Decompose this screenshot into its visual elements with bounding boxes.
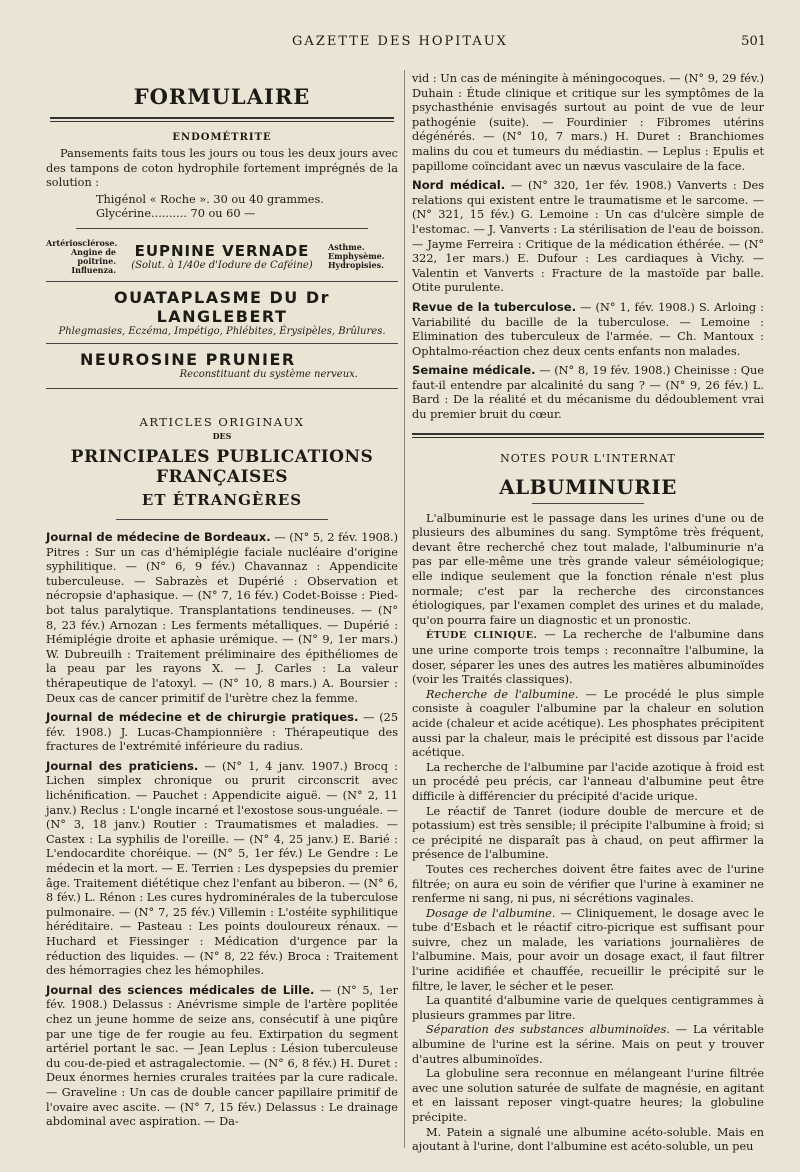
right-column [412, 72, 764, 1152]
entry-nord [412, 178, 764, 296]
continued-text: vid : Un cas de méningite à méningocoques. — (N° 9, 29 fév.) Duhain : Étude clinique et critique sur les symptômes de la psychasthénie envisagés surtout au point de vue de leur pathogénie (suite). — Fourdinier : Fibromes utérins dégénérés. — (N° 10, 7 mars.) H. Duret : Branchiomes malins du cou et tumeurs du médiastin. — Leplus : Epulis et papillome coïncidant avec un nævus vasculaire de la face. [412, 72, 764, 173]
double-rule [50, 117, 394, 122]
entry-text: — (N° 320, 1er fév. 1908.) Vanverts : Des relations qui existent entre le traumatisme et le sarcome. — (N° 321, 15 fév.) G. Lemoine : Un cas d'ulcère simple de l'estomac. — J. Vanverts : La stérilisation de l'eau de boisson. — Jayme Ferreira : Critique de la médication éthérée. — (N° 322, 1er mars.) E. Dufour : Les cardiaques à Vichy. — Valentin et Vanverts : Fracture de la mastoïde par balle. Otite purulente. [412, 179, 765, 295]
entry-lille [46, 983, 398, 1130]
entry-text: — (25 fév. 1908.) J. Lucas-Championnière : Thérapeutique des fractures de l'extrémité inférieure du radius. [46, 711, 399, 754]
ad-eupnine-brand: EUPNINE VERNADE [134, 242, 310, 261]
ad-eupnine [46, 239, 398, 275]
paragraph-text: — Le procédé le plus simple consiste à coaguler l'albumine par la chaleur en solution acide (chaleur et acide acétique). Les phosphates précipitent aussi par la chaleur, mais le précipité est dissous par l'acide acétique. [412, 687, 765, 760]
left-column [46, 72, 398, 1152]
ad-ouataplasme-brand: OUATAPLASME DU Dr LANGLEBERT [113, 287, 331, 326]
entry-title: Revue de la tuberculose. [412, 299, 577, 314]
entry-text: — (N° 5, 2 fév. 1908.) Pitres : Sur un cas d'hémiplégie faciale nucléaire d'origine syphilitique. — (N° 6, 9 fév.) Chavannaz : Appendicite tuberculeuse. — Sabrazès et Dupérié : Observation et nécropsie d'aphasique. — (N° 7, 16 fév.) Codet-Boisse : Pied-bot talus paralytique. Transplantations tendineuses. — (N° 8, 23 fév.) Arnozan : Les ferments métalliques. — Dupérié : Hémiplégie droite et aphasie urémique. — (N° 9, 1er mars.) W. Dubreuilh : Traitement préliminaire des épithéliomes de la peau par les rayons X. — J. Carles : La valeur thérapeutique de l'atoxyl. — (N° 10, 8 mars.) A. Boursier : Deux cas de cancer primitif de l'urètre chez la femme. [46, 530, 399, 705]
paragraph: Toutes ces recherches doivent être faites avec de l'urine filtrée; on aura eu soin de vérifier que l'urine à examiner ne renferme ni sang, ni pus, ni sécrétions vaginales. [412, 862, 764, 906]
ad-ouataplasme [46, 288, 398, 337]
articles-des: DES [212, 430, 232, 441]
paragraph: La recherche de l'albumine par l'acide azotique à froid est un procédé peu précis, car l'anneau d'albumine peut être difficile à différencier du précipité d'acide urique. [412, 760, 764, 803]
formula-line-2: Glycérine.......... 70 ou 60 — [96, 207, 256, 221]
ad-neurosine-sub: Reconstituant du système nerveux. [179, 368, 358, 380]
entry-title: Journal des sciences médicales de Lille. [46, 982, 315, 997]
rule [46, 281, 398, 282]
entry-title: Journal de médecine de Bordeaux. [46, 529, 271, 544]
running-head [0, 34, 800, 54]
entry-chirurgie [46, 710, 398, 755]
entry-title: Journal de médecine et de chirurgie pratiques. [46, 710, 359, 725]
paragraph: L'albuminurie est le passage dans les urines d'une ou de plusieurs des albumines du sang. Symptôme très fréquent, devant être recherché chez tout malade, l'albuminurie n'a pas par elle-même une très grande valeur séméiologique; elle indique seulement que la fonction rénale n'est plus normale; c'est par la recherche des circonstances étiologiques, par l'examen complet des urines et du malade, qu'on pourra faire un diagnostic et un pronostic. [412, 511, 764, 627]
paragraph [412, 1023, 764, 1067]
rule [116, 519, 328, 520]
entry-text: — (N° 1, 4 janv. 1907.) Brocq : Lichen simplex chronique ou prurit circonscrit avec lichénification. — Pauchet : Appendicite aiguë. — (N° 2, 11 janv.) Reclus : L'ongle incarné et l'exostose sous-unguéale. — (N° 3, 18 janv.) Routier : Traumatismes et maladies. — Castex : La syphilis de l'oreille. — (N° 4, 25 janv.) E. Barié : L'endocardite choréique. — (N° 5, 1er fév.) Le Gendre : Le médecin et la mort. — E. Terrien : Les dyspepsies du premier âge. Traitement diététique chez l'enfant au biberon. — (N° 6, 8 fév.) L. Rénon : Les cures hydrominérales de la tuberculose pulmonaire. — (N° 7, 25 fév.) Villemin : L'ostéite syphilitique héréditaire. — Pasteau : Les points douloureux rénaux. — Huchard et Fiessinger : Médication d'urgence par la réduction des liquides. — (N° 8, 22 fév.) Broca : Traitement des hémorragies chez les hémophiles. [46, 759, 398, 978]
entry-tuberculose [412, 300, 764, 359]
publications-heading: PRINCIPALES PUBLICATIONS FRANÇAISES [70, 446, 374, 487]
paragraph-lead: Recherche de l'albumine. [426, 687, 579, 701]
articles-heading: ARTICLES ORIGINAUX [139, 414, 305, 429]
entry-title: Semaine médicale. [412, 363, 536, 378]
formula-line-1: Thigénol « Roche ». 30 ou 40 grammes. [96, 192, 324, 206]
entry-text: — (N° 5, 1er fév. 1908.) Delassus : Anévrisme simple de l'artère poplitée chez un jeune homme de seize ans, consécutif à une piqûre par une tige de fer rougie au feu. Extirpation du segment artériel portant le sac. — Jean Leplus : Lésion tuberculeuse du cou-de-pied et astragalectomie. — (N° 6, 8 fév.) H. Duret : Deux énormes hernies crurales traitées par la cure radicale. — Graveline : Un cas de double cancer papillaire primitif de l'ovaire avec ascite. — (N° 7, 15 fév.) Delassus : Le drainage abdominal avec aspiration. — Da- [46, 983, 399, 1129]
entry-text: — (N° 1, fév. 1908.) S. Arloing : Variabilité du bacille de la tuberculose. — Lemoine : Elimination des tuberculeux de l'armée. — Ch. Mantoux : Ophtalmo-réaction chez deux cents enfants non malades. [412, 300, 764, 358]
rule [76, 228, 368, 229]
ad-ouataplasme-sub: Phlegmasies, Eczéma, Impétigo, Phlébites, Érysipèles, Brûlures. [58, 325, 386, 337]
etrangeres-heading: ET ÉTRANGÈRES [141, 490, 303, 509]
ad-eupnine-right: Asthme. Emphysème. Hydropisies. [328, 242, 385, 271]
paragraph [412, 907, 764, 995]
ad-eupnine-left: Artériosclérose. Angine de poitrine. Influenza. [46, 237, 118, 275]
notes-heading: NOTES POUR L'INTERNAT [500, 451, 676, 465]
running-title: GAZETTE DES HOPITAUX [292, 34, 508, 49]
page-number: 501 [741, 34, 766, 49]
endometrite-text: Pansements faits tous les jours ou tous les deux jours avec des tampons de coton hydrophile fortement imprégnés de la solution : [46, 147, 398, 190]
entry-title: Journal des praticiens. [46, 758, 199, 773]
rule [46, 388, 398, 389]
paragraph-text: — La véritable albumine de l'urine est la sérine. Mais on peut y trouver d'autres albuminoïdes. [412, 1023, 764, 1066]
paragraph [412, 628, 764, 687]
paragraph: La globuline sera reconnue en mélangeant l'urine filtrée avec une solution saturée de sulfate de magnésie, en agitant et en laissant reposer vingt-quatre heures; la globuline précipite. [412, 1067, 764, 1124]
paragraph [412, 688, 764, 761]
rule [46, 343, 398, 344]
endometrite-heading: ENDOMÉTRITE [172, 132, 272, 143]
entry-praticiens [46, 759, 398, 979]
ad-neurosine [46, 350, 398, 380]
paragraph: La quantité d'albumine varie de quelques centigrammes à plusieurs grammes par litre. [412, 994, 764, 1022]
paragraph: M. Patein a signalé une albumine acéto-soluble. Mais en ajoutant à l'urine, dont l'albumine est acéto-soluble, un peu [412, 1125, 764, 1154]
entry-semaine [412, 363, 764, 422]
paragraph-text: — La recherche de l'albumine dans une urine comporte trois temps : reconnaître l'albumine, la doser, séparer les unes des autres les matières albuminoïdes (voir les Traités classiques). [412, 628, 764, 687]
entry-text: — (N° 8, 19 fév. 1908.) Cheinisse : Que faut-il entendre par alcalinité du sang ? — (N° 9, 26 fév.) L. Bard : De la réalité et du mécanisme du dédoublement vrai du premier bruit du cœur. [412, 364, 764, 422]
formulaire-title: FORMULAIRE [133, 84, 311, 109]
paragraph-text: — Cliniquement, le dosage avec le tube d'Esbach et le réactif citro-picrique est suffisant pour suivre, chez un malade, les variations journalières de l'albumine. Mais, pour avoir un dosage exact, il faut filtrer l'urine acidifiée et chauffée, recueillir le précipité sur le filtre, le laver, le sécher et le peser. [412, 906, 765, 993]
column-divider [404, 70, 405, 1148]
paragraph-lead: Dosage de l'albumine. [426, 906, 556, 920]
albuminurie-title: ALBUMINURIE [499, 474, 677, 499]
paragraph: Le réactif de Tanret (iodure double de mercure et de potassium) est très sensible; il précipite l'albumine à froid; si ce précipité ne disparaît pas à chaud, on peut affirmer la présence de l'albumine. [412, 804, 764, 862]
rule [532, 503, 644, 504]
double-rule [412, 433, 764, 438]
entry-title: Nord médical. [412, 178, 506, 193]
entry-bordeaux [46, 530, 398, 706]
paragraph-lead: ÉTUDE CLINIQUE. [426, 630, 538, 642]
ad-neurosine-brand: NEUROSINE PRUNIER [80, 349, 296, 369]
paragraph-lead: Séparation des substances albuminoïdes. [426, 1023, 670, 1037]
ad-eupnine-sub: (Solut. à 1/40e d'Iodure de Caféine) [131, 260, 313, 272]
